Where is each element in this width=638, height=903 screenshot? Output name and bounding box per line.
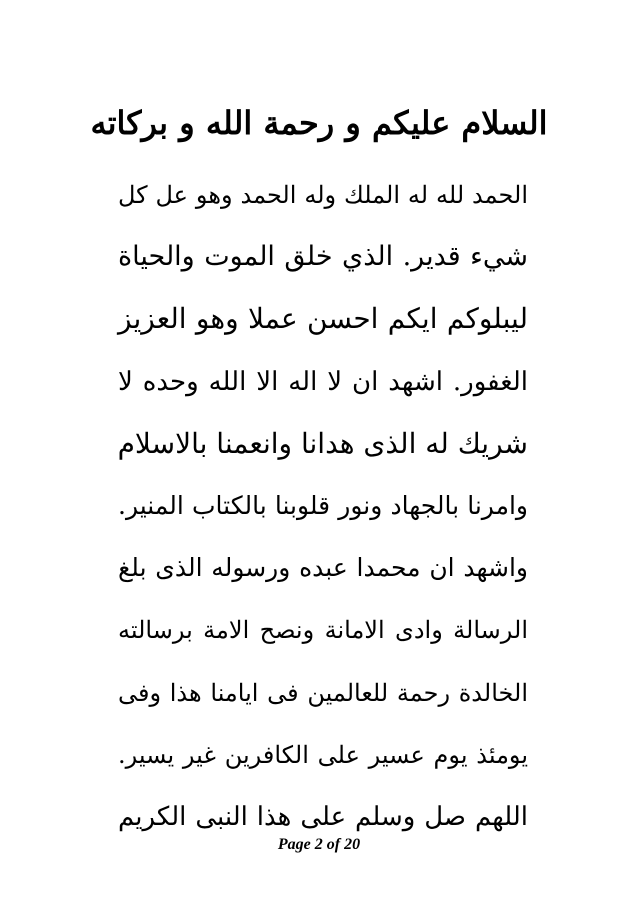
body-text: [118, 164, 528, 848]
text-line: شريك له الذى هدانا وانعمنا بالاسلام: [117, 426, 528, 460]
text-line: شيء قدير. الذي خلق الموت والحياة: [118, 241, 528, 273]
text-line: يومئذ يوم عسير على الكافرين غير يسير.: [118, 740, 528, 769]
text-line: واشهد ان محمدا عبده ورسوله الذى بلغ: [118, 553, 528, 583]
text-line: ليبلوكم ايكم احسن عملا وهو العزيز: [118, 302, 528, 336]
page-title: السلام عليكم و رحمة الله و بركاته: [90, 104, 548, 142]
text-line: الخالدة رحمة للعالمين فى ايامنا هذا وفى: [118, 678, 528, 707]
text-line: الغفور. اشهد ان لا اله الا الله وحده لا: [118, 366, 528, 397]
text-line: الحمد لله له الملك وله الحمد وهو عل كل: [118, 181, 528, 209]
text-line: وامرنا بالجهاد ونور قلوبنا بالكتاب المنير.: [118, 490, 528, 520]
text-line: الرسالة وادى الامانة ونصح الامة برسالته: [118, 616, 528, 645]
page-number-footer: Page 2 of 20: [277, 836, 361, 853]
text-line: اللهم صل وسلم على هذا النبى الكريم: [118, 801, 528, 832]
